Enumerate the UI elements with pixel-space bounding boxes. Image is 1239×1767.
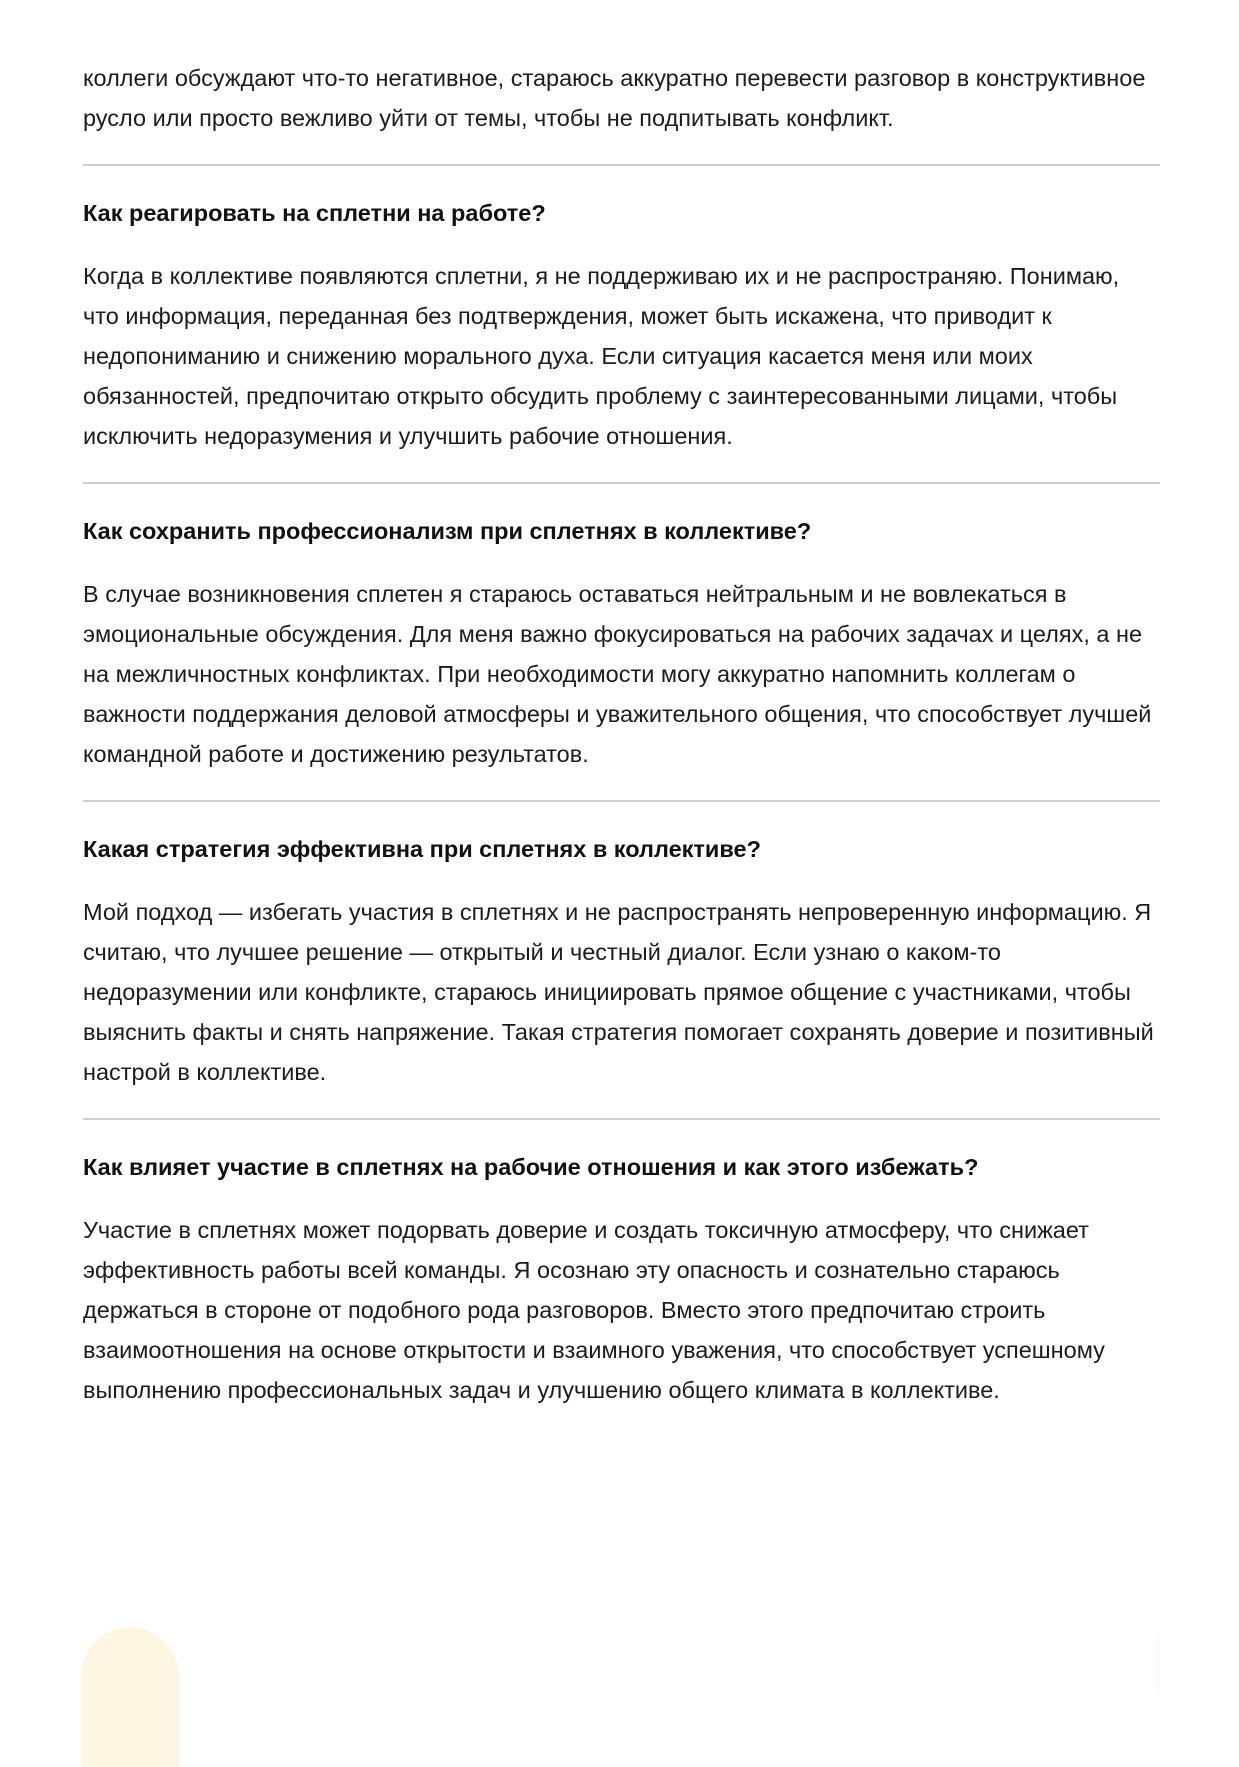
footer-decoration: [81, 1627, 179, 1767]
question-heading: Как реагировать на сплетни на работе?: [83, 200, 546, 226]
section-divider: [83, 164, 1160, 166]
answer-paragraph: Участие в сплетнях может подорвать доверие и создать токсичную атмосферу, что снижает эффективность работы всей команды. Я осознаю эту опасность и сознательно стараюсь держаться в стороне от подобного рода разговоров. Вместо этого предпочитаю строить взаимоотношения на основе открытости и взаимного уважения, что способствует успешному выполнению профессиональных задач и улучшению общего климата в коллективе.: [83, 1217, 1105, 1403]
answer-paragraph: Когда в коллективе появляются сплетни, я не поддерживаю их и не распространяю. Понимаю, что информация, переданная без подтверждения, может быть искажена, что приводит к недопониманию и снижению морального духа. Если ситуация касается меня или моих обязанностей, предпочитаю открыто обсудить проблему с заинтересованными лицами, чтобы исключить недоразумения и улучшить рабочие отношения.: [83, 263, 1120, 449]
qa-section-work-relations: [83, 1151, 1160, 1410]
intro-paragraph: коллеги обсуждают что-то негативное, стараюсь аккуратно перевести разговор в конструктивное русло или просто вежливо уйти от темы, чтобы не подпитывать конфликт.: [83, 65, 1146, 131]
section-divider: [83, 482, 1160, 484]
qa-section-strategy: [83, 833, 1160, 1092]
question-heading: Как влияет участие в сплетнях на рабочие отношения и как этого избежать?: [83, 1154, 979, 1180]
section-divider: [83, 800, 1160, 802]
qa-section-gossip-reaction: [83, 197, 1160, 456]
answer-paragraph: В случае возникновения сплетен я стараюсь оставаться нейтральным и не вовлекаться в эмоциональные обсуждения. Для меня важно фокусироваться на рабочих задачах и целях, а не на межличностных конфликтах. При необходимости могу аккуратно напомнить коллегам о важности поддержания деловой атмосферы и уважительного общения, что способствует лучшей командной работе и достижению результатов.: [83, 581, 1152, 767]
qa-section-professionalism: [83, 515, 1160, 774]
section-divider: [83, 1118, 1160, 1120]
answer-paragraph: Мой подход — избегать участия в сплетнях и не распространять непроверенную информацию. Я считаю, что лучшее решение — открытый и честный диалог. Если узнаю о каком-то недоразумении или конфликте, стараюсь инициировать прямое общение с участниками, чтобы выяснить факты и снять напряжение. Такая стратегия помогает сохранять доверие и позитивный настрой в коллективе.: [83, 899, 1154, 1085]
question-heading: Какая стратегия эффективна при сплетнях в коллективе?: [83, 836, 761, 862]
question-heading: Как сохранить профессионализм при сплетнях в коллективе?: [83, 518, 812, 544]
footer-edge-line: [1158, 1635, 1159, 1695]
document-page: [83, 58, 1160, 1410]
